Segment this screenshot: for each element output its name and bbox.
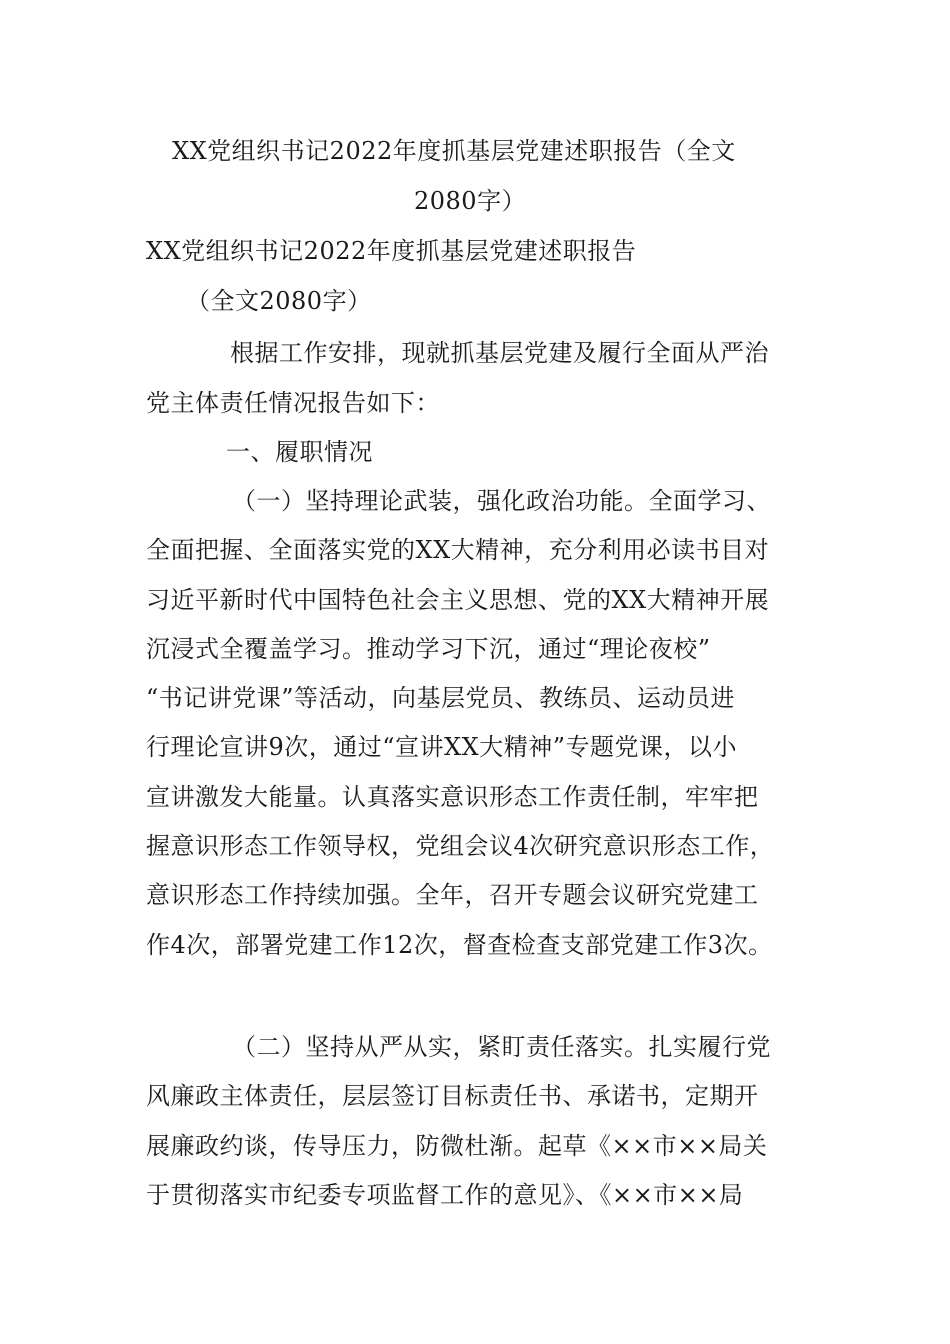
document-title-line-1: XX党组织书记2022年度抓基层党建述职报告（全文 [172,137,736,165]
document-title-line-2: 2080字） [414,187,527,215]
para2-line-3: 展廉政约谈，传导压力，防微杜渐。起草《××市××局关 [146,1132,768,1160]
para1-line-1: （一）坚持理论武装，强化政治功能。全面学习、 [232,487,771,515]
document-subtitle-line-2: （全文2080字） [186,287,372,315]
para1-line-9: 意识形态工作持续加强。全年，召开专题会议研究党建工 [146,881,759,909]
para2-line-2: 风廉政主体责任，层层签订目标责任书、承诺书，定期开 [146,1082,759,1110]
intro-line-2: 党主体责任情况报告如下： [146,389,440,417]
para1-line-3: 习近平新时代中国特色社会主义思想、党的XX大精神开展 [146,586,770,614]
document-subtitle-line-1: XX党组织书记2022年度抓基层党建述职报告 [146,237,637,265]
para1-line-4: 沉浸式全覆盖学习。推动学习下沉，通过“理论夜校” [146,635,711,663]
para1-line-8: 握意识形态工作领导权，党组会议4次研究意识形态工作， [146,832,775,860]
para2-line-4: 于贯彻落实市纪委专项监督工作的意见》、《××市××局 [146,1181,744,1209]
para1-line-7: 宣讲激发大能量。认真落实意识形态工作责任制，牢牢把 [146,783,759,811]
para1-line-10: 作4次，部署党建工作12次，督查检查支部党建工作3次。 [146,931,773,959]
para1-line-6: 行理论宣讲9次，通过“宣讲XX大精神”专题党课，以小 [146,733,737,761]
section-1-heading: 一、履职情况 [226,438,373,466]
intro-line-1: 根据工作安排，现就抓基层党建及履行全面从严治 [230,339,769,367]
para1-line-5: “书记讲党课”等活动，向基层党员、教练员、运动员进 [146,684,736,712]
para2-line-1: （二）坚持从严从实，紧盯责任落实。扎实履行党 [232,1033,771,1061]
para1-line-2: 全面把握、全面落实党的XX大精神，充分利用必读书目对 [146,536,770,564]
